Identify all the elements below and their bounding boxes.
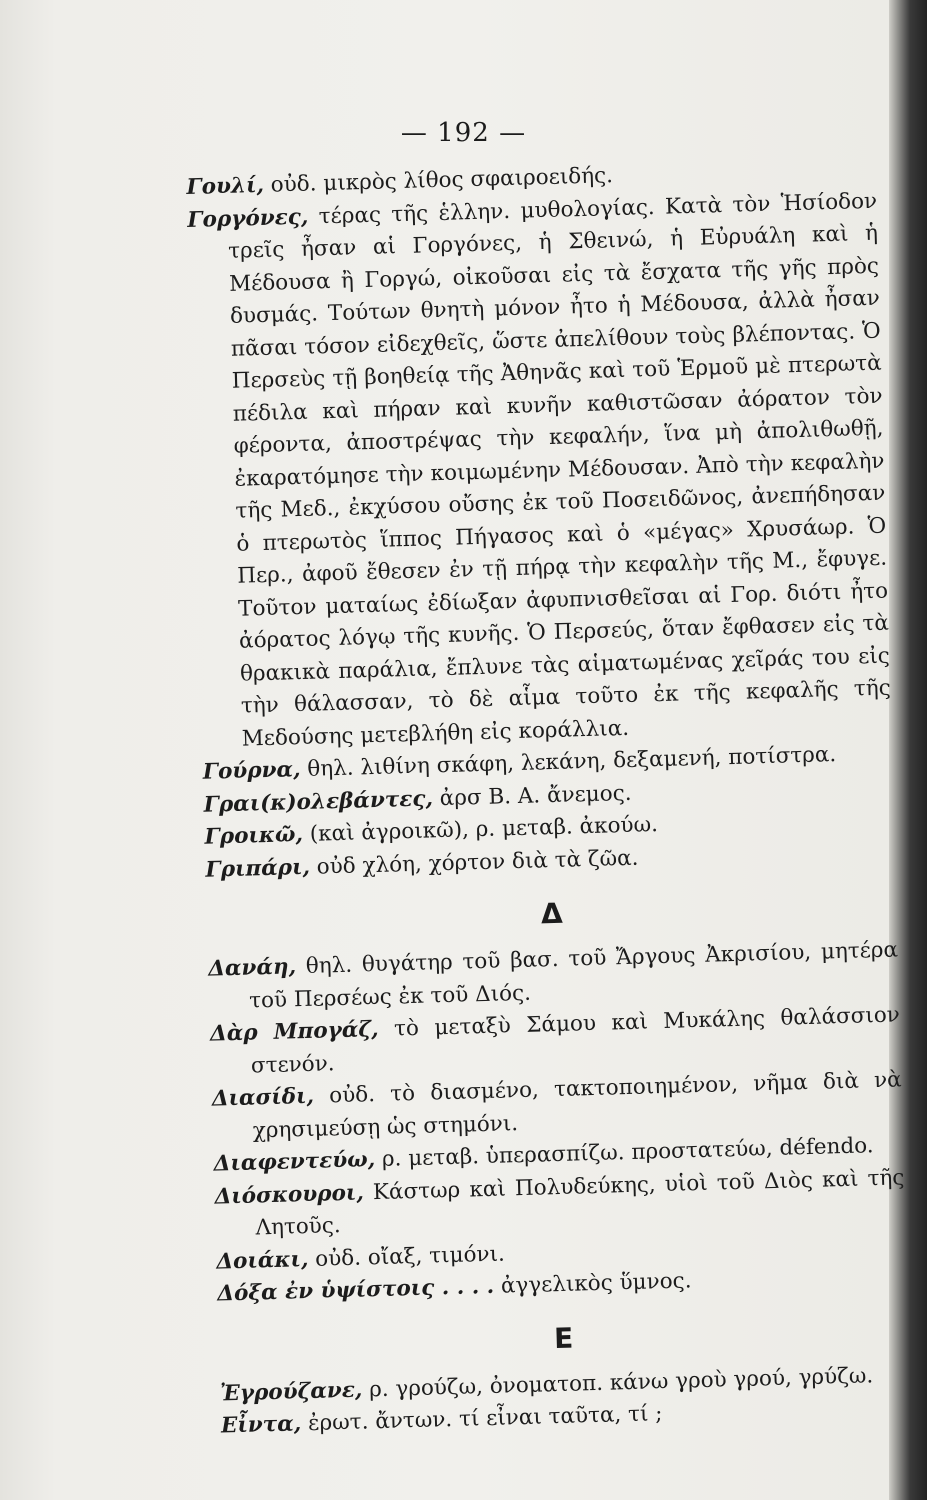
headword: Δανάη, [207, 954, 297, 982]
headword: Εἶντα, [220, 1411, 302, 1439]
definition: οὐδ. μικρὸς λίθος σφαιροειδής. [270, 163, 614, 198]
definition: Κάστωρ καὶ Πολυδεύκης, υἱοὶ τοῦ Διὸς καὶ τῆς Λητοῦς. [255, 1164, 905, 1241]
headword: Γραι(κ)ολεβάντες, [203, 785, 434, 818]
headword: Γοργόνες, [186, 204, 309, 233]
headword: Γριπάρι, [205, 854, 311, 883]
section-letter-epsilon: Ε [553, 1321, 574, 1355]
headword: Γούρνα, [202, 757, 301, 785]
definition: θηλ. λιθίνη σκάφη, λεκάνη, δεξαμενή, ποτίστρα. [307, 742, 837, 782]
page-number: — 192 — [400, 118, 527, 148]
dictionary-content [186, 153, 911, 1443]
definition: οὐδ. τὸ διασμένο, τακτοποιημένον, νῆμα διὰ νὰ χρησιμεύσῃ ὡς στημόνι. [252, 1067, 902, 1144]
definition: ρ. γρούζω, ὀνοματοπ. κάνω γροὺ γρού, γρύζω. [368, 1362, 874, 1402]
headword: Δὰρ Μπογάζ, [209, 1016, 379, 1047]
definition: τέρας τῆς ἑλλην. μυθολογίας. Κατὰ τὸν Ἡσίοδον τρεῖς ἦσαν αἱ Γοργόνες, ἡ Σθεινώ, ἡ Εὐρυάλη καὶ ἡ Μέδουσα ἢ Γοργώ, οἰκοῦσαι εἰς τὰ ἔσχατα τῆς γῆς πρὸς δυσμάς. Τούτων θνητὴ μόνον ἦτο ἡ Μέδουσα, ἀλλὰ ἦσαν πᾶσαι τόσον εἰδεχθεῖς, ὥστε ἀπελίθουν τοὺς βλέποντας. Ὁ Περσεὺς τῇ βοηθείᾳ τῆς Ἀθηνᾶς καὶ τοῦ Ἑρμοῦ μὲ πτερωτὰ πέδιλα καὶ πήραν καὶ κυνῆν καθιστῶσαν ἀόρατον τὸν φέροντα, ἀποστρέψας τὴν κεφαλήν, ἵνα μὴ ἀπολιθωθῇ, ἐκαρατόμησε τὴν κοιμωμένην Μέδουσαν. Ἀπὸ τὴν κεφαλὴν τῆς Μεδ., ἐκχύσου οὔσης ἐκ τοῦ Ποσειδῶνος, ἀνεπήδησαν ὁ πτερωτὸς ἵππος Πήγασος καὶ ὁ «μέγας» Χρυσάωρ. Ὁ Περ., ἀφοῦ ἔθεσεν ἐν τῇ πήρᾳ τὴν κεφαλὴν τῆς Μ., ἔφυγε. Τοῦτον ματαίως ἐδίωξαν ἀφυπνισθεῖσαι αἱ Γορ. διότι ἦτο ἀόρατος λόγῳ τῆς κυνῆς. Ὁ Περσεύς, ὅταν ἔφθασεν εἰς τὰ θρακικὰ παράλια, ἔπλυνε τὰς αἱματωμένας χεῖράς του εἰς τὴν θάλασσαν, τὸ δὲ αἷμα τοῦτο ἐκ τῆς κεφαλῆς τῆς Μεδούσης μετεβλήθη εἰς κοράλλια. [227, 188, 892, 752]
definition: οὐδ. οἴαξ, τιμόνι. [314, 1241, 506, 1272]
definition: ἐρωτ. ἄντων. τί εἶναι ταῦτα, τί ; [307, 1401, 663, 1437]
definition: θηλ. θυγάτηρ τοῦ βασ. τοῦ Ἄργους Ἀκρισίου, μητέρα τοῦ Περσέως ἐκ τοῦ Διός. [248, 937, 899, 1014]
headword: Ἐγρούζανε, [219, 1377, 363, 1407]
headword: Διασίδι, [211, 1083, 315, 1112]
headword: Δόξα ἐν ὑψίστοις . . . . [216, 1273, 495, 1307]
definition: ἀρσ Β. Α. ἄνεμος. [439, 780, 632, 811]
headword: Δοιάκι, [216, 1246, 309, 1275]
headword: Γροικῶ, [204, 821, 304, 850]
section-letter-delta: Δ [540, 896, 564, 931]
headword: Γουλί, [186, 172, 265, 200]
definition: ρ. μεταβ. ὑπερασπίζω. προστατεύω, défendo. [381, 1133, 874, 1172]
headword: Διαφεντεύω, [213, 1147, 376, 1177]
entry-gorgones [187, 185, 892, 757]
definition: ἀγγελικὸς ὕμνος. [500, 1268, 692, 1299]
definition: οὐδ χλόη, χόρτον διὰ τὰ ζῶα. [316, 845, 639, 880]
definition: τὸ μεταξὺ Σάμου καὶ Μυκάλης θαλάσσιον στενόν. [250, 1002, 901, 1079]
definition: (καὶ ἀγροικῶ), ρ. μεταβ. ἀκούω. [309, 812, 659, 847]
headword: Διόσκουροι, [214, 1179, 365, 1210]
